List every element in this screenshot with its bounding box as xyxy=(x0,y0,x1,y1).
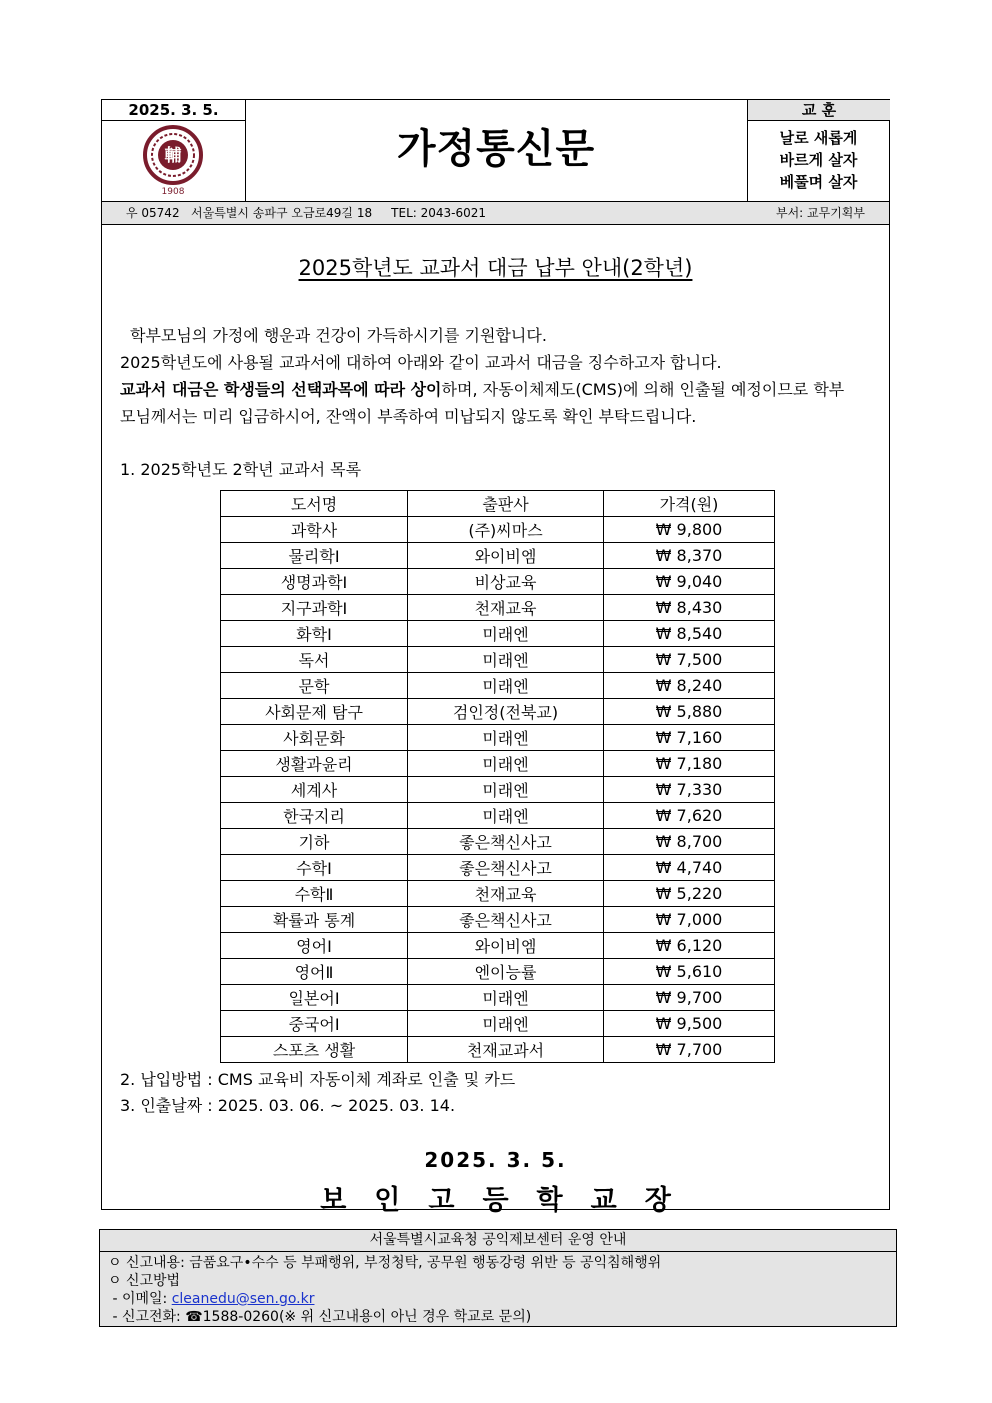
logo-character: 輔 xyxy=(164,146,182,166)
book-name-cell: 독서 xyxy=(221,647,408,673)
table-row xyxy=(221,569,775,595)
address-bar xyxy=(102,202,889,225)
notice-report-method: ㅇ 신고방법 xyxy=(108,1273,181,1289)
publisher-cell: 미래엔 xyxy=(408,647,604,673)
publisher-cell: 좋은책신사고 xyxy=(408,829,604,855)
book-name-cell: 생명과학Ⅰ xyxy=(221,569,408,595)
book-name-cell: 과학사 xyxy=(221,517,408,543)
table-row xyxy=(221,881,775,907)
book-name-cell: 생활과윤리 xyxy=(221,751,408,777)
table-row xyxy=(221,543,775,569)
notice-report-content: ㅇ 신고내용: 금품요구•수수 등 부패행위, 부정청탁, 공무원 행동강령 위반 등 공익침해행위 xyxy=(108,1255,662,1271)
price-cell: ₩ 9,500 xyxy=(604,1011,775,1037)
table-row xyxy=(221,751,775,777)
price-cell: ₩ 9,800 xyxy=(604,517,775,543)
price-cell: ₩ 7,000 xyxy=(604,907,775,933)
book-name-cell: 지구과학Ⅰ xyxy=(221,595,408,621)
school-motto xyxy=(747,121,889,201)
publisher-cell: 미래엔 xyxy=(408,673,604,699)
price-cell: ₩ 8,240 xyxy=(604,673,775,699)
book-name-cell: 화학Ⅰ xyxy=(221,621,408,647)
motto-label: 교 훈 xyxy=(747,100,890,121)
intro-line-3 xyxy=(120,376,872,403)
book-name-cell: 문학 xyxy=(221,673,408,699)
publisher-cell: 비상교육 xyxy=(408,569,604,595)
notice-phone-line: - 신고전화: ☎1588-0260(※ 위 신고내용이 아닌 경우 학교로 문의) xyxy=(108,1309,532,1325)
motto-line: 바르게 살자 xyxy=(779,151,858,169)
header-book-name: 도서명 xyxy=(221,491,408,517)
table-row xyxy=(221,829,775,855)
price-cell: ₩ 7,330 xyxy=(604,777,775,803)
intro-emphasis: 교과서 대금은 학생들의 선택과목에 따라 상이 xyxy=(120,380,442,399)
school-logo xyxy=(102,121,246,201)
intro-line-2: 2025학년도에 사용될 교과서에 대하여 아래와 같이 교과서 대금을 징수하고자 합니다. xyxy=(120,353,722,372)
motto-line: 날로 새롭게 xyxy=(779,129,858,147)
price-cell: ₩ 5,610 xyxy=(604,959,775,985)
publisher-cell: 천재교과서 xyxy=(408,1037,604,1063)
price-cell: ₩ 7,620 xyxy=(604,803,775,829)
publisher-cell: 엔이능률 xyxy=(408,959,604,985)
book-name-cell: 중국어Ⅰ xyxy=(221,1011,408,1037)
publisher-cell: (주)씨마스 xyxy=(408,517,604,543)
book-name-cell: 사회문화 xyxy=(221,725,408,751)
table-row xyxy=(221,1037,775,1063)
book-name-cell: 영어Ⅰ xyxy=(221,933,408,959)
table-row xyxy=(221,621,775,647)
book-name-cell: 스포츠 생활 xyxy=(221,1037,408,1063)
price-cell: ₩ 8,370 xyxy=(604,543,775,569)
book-name-cell: 일본어Ⅰ xyxy=(221,985,408,1011)
book-name-cell: 물리학Ⅰ xyxy=(221,543,408,569)
book-name-cell: 영어Ⅱ xyxy=(221,959,408,985)
book-name-cell: 확률과 통계 xyxy=(221,907,408,933)
publisher-cell: 와이비엠 xyxy=(408,933,604,959)
price-cell: ₩ 6,120 xyxy=(604,933,775,959)
notice-title: 서울특별시교육청 공익제보센터 운영 안내 xyxy=(100,1230,896,1252)
table-row xyxy=(221,777,775,803)
publisher-cell: 미래엔 xyxy=(408,803,604,829)
logo-year: 1908 xyxy=(161,187,185,197)
publisher-cell: 미래엔 xyxy=(408,751,604,777)
book-name-cell: 세계사 xyxy=(221,777,408,803)
price-cell: ₩ 7,160 xyxy=(604,725,775,751)
publisher-cell: 미래엔 xyxy=(408,1011,604,1037)
book-name-cell: 수학Ⅰ xyxy=(221,855,408,881)
price-cell: ₩ 5,880 xyxy=(604,699,775,725)
publisher-cell: 미래엔 xyxy=(408,777,604,803)
publisher-cell: 천재교육 xyxy=(408,881,604,907)
publisher-cell: 미래엔 xyxy=(408,725,604,751)
publisher-cell: 미래엔 xyxy=(408,985,604,1011)
newsletter-frame xyxy=(101,99,890,1216)
table-row xyxy=(221,855,775,881)
signature-date: 2025. 3. 5. xyxy=(424,1148,567,1172)
table-row xyxy=(221,907,775,933)
table-row xyxy=(221,959,775,985)
textbook-table xyxy=(220,490,775,1063)
whistleblower-notice xyxy=(99,1229,897,1327)
table-row xyxy=(221,803,775,829)
motto-line: 베풀며 살자 xyxy=(779,173,858,191)
newsletter-title: 가정통신문 xyxy=(396,126,596,172)
price-cell: ₩ 8,700 xyxy=(604,829,775,855)
department: 부서: 교무기획부 xyxy=(775,206,865,220)
publisher-cell: 와이비엠 xyxy=(408,543,604,569)
section-1-title: 1. 2025학년도 2학년 교과서 목록 xyxy=(120,460,362,479)
publisher-cell: 좋은책신사고 xyxy=(408,855,604,881)
price-cell: ₩ 7,700 xyxy=(604,1037,775,1063)
header xyxy=(102,100,889,202)
price-cell: ₩ 7,180 xyxy=(604,751,775,777)
table-row xyxy=(221,699,775,725)
school-emblem-icon xyxy=(102,121,245,201)
email-label: - 이메일: xyxy=(108,1291,172,1307)
table-row xyxy=(221,725,775,751)
school-address: 우 05742 서울특별시 송파구 오금로49길 18 TEL: 2043-6021 xyxy=(126,206,487,220)
publisher-cell: 좋은책신사고 xyxy=(408,907,604,933)
book-name-cell: 한국지리 xyxy=(221,803,408,829)
email-link[interactable]: cleanedu@sen.go.kr xyxy=(171,1291,315,1307)
table-row xyxy=(221,517,775,543)
price-cell: ₩ 9,040 xyxy=(604,569,775,595)
intro-line-3-rest: 하며, 자동이체제도(CMS)에 의해 인출될 예정이므로 학부 xyxy=(441,380,845,399)
header-publisher: 출판사 xyxy=(408,491,604,517)
price-cell: ₩ 5,220 xyxy=(604,881,775,907)
price-cell: ₩ 8,430 xyxy=(604,595,775,621)
book-name-cell: 수학Ⅱ xyxy=(221,881,408,907)
table-row xyxy=(221,985,775,1011)
table-row xyxy=(221,647,775,673)
price-cell: ₩ 4,740 xyxy=(604,855,775,881)
publisher-cell: 검인정(전북교) xyxy=(408,699,604,725)
intro-line-1: 학부모님의 가정에 행운과 건강이 가득하시기를 기원합니다. xyxy=(130,326,547,345)
intro-line-4: 모님께서는 미리 입금하시어, 잔액이 부족하여 미납되지 않도록 확인 부탁드립니다. xyxy=(120,407,697,426)
section-3-withdrawal-date: 3. 인출날짜 : 2025. 03. 06. ~ 2025. 03. 14. xyxy=(120,1096,456,1115)
publisher-cell: 미래엔 xyxy=(408,621,604,647)
price-cell: ₩ 9,700 xyxy=(604,985,775,1011)
price-cell: ₩ 8,540 xyxy=(604,621,775,647)
publisher-cell: 천재교육 xyxy=(408,595,604,621)
notice-email-line xyxy=(108,1290,314,1309)
principal-signature: 보인고등학교장 xyxy=(320,1185,699,1216)
issue-date: 2025. 3. 5. xyxy=(102,100,246,121)
header-price: 가격(원) xyxy=(604,491,775,517)
book-name-cell: 기하 xyxy=(221,829,408,855)
price-cell: ₩ 7,500 xyxy=(604,647,775,673)
table-row xyxy=(221,1011,775,1037)
section-2-payment-method: 2. 납입방법 : CMS 교육비 자동이체 계좌로 인출 및 카드 xyxy=(120,1070,516,1089)
table-row xyxy=(221,933,775,959)
book-name-cell: 사회문제 탐구 xyxy=(221,699,408,725)
table-row xyxy=(221,673,775,699)
table-header-row xyxy=(221,491,775,517)
document-title: 2025학년도 교과서 대금 납부 안내(2학년) xyxy=(298,256,693,280)
table-row xyxy=(221,595,775,621)
